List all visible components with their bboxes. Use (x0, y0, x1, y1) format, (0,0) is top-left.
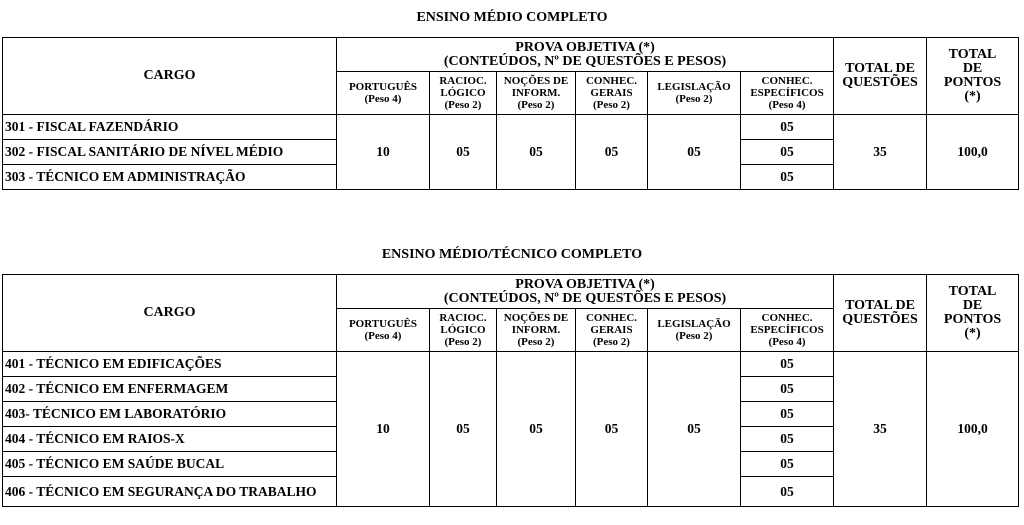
cargo-name: 302 - FISCAL SANITÁRIO DE NÍVEL MÉDIO (3, 140, 337, 165)
cargo-name: 404 - TÉCNICO EM RAIOS-X (3, 427, 337, 452)
value-total-pontos: 100,0 (927, 115, 1019, 190)
cargo-table (2, 37, 1019, 190)
header-raciocinio: RACIOC. LÓGICO (Peso 2) (430, 309, 497, 352)
value-especificos: 05 (741, 402, 834, 427)
value-gerais: 05 (576, 115, 648, 190)
header-legislacao: LEGISLAÇÃO (Peso 2) (648, 309, 741, 352)
section-ensino-medio-tecnico (0, 247, 1024, 499)
value-gerais: 05 (576, 352, 648, 507)
value-portugues: 10 (337, 352, 430, 507)
header-total-questoes: TOTAL DE QUESTÕES (834, 38, 927, 115)
section-ensino-medio (0, 10, 1024, 184)
value-raciocinio: 05 (430, 115, 497, 190)
cargo-name: 301 - FISCAL FAZENDÁRIO (3, 115, 337, 140)
value-especificos: 05 (741, 115, 834, 140)
header-especificos: CONHEC. ESPECÍFICOS (Peso 4) (741, 72, 834, 115)
value-total-questoes: 35 (834, 115, 927, 190)
value-raciocinio: 05 (430, 352, 497, 507)
value-informatica: 05 (497, 115, 576, 190)
header-gerais: CONHEC. GERAIS (Peso 2) (576, 72, 648, 115)
value-portugues: 10 (337, 115, 430, 190)
header-gerais: CONHEC. GERAIS (Peso 2) (576, 309, 648, 352)
section-title: ENSINO MÉDIO COMPLETO (416, 10, 608, 25)
cargo-name: 401 - TÉCNICO EM EDIFICAÇÕES (3, 352, 337, 377)
section-title: ENSINO MÉDIO/TÉCNICO COMPLETO (381, 247, 643, 262)
table-row (3, 115, 1019, 140)
value-total-questoes: 35 (834, 352, 927, 507)
cargo-name: 406 - TÉCNICO EM SEGURANÇA DO TRABALHO (3, 477, 337, 507)
value-especificos: 05 (741, 165, 834, 190)
header-cargo: CARGO (3, 38, 337, 115)
header-total-pontos: TOTAL DE PONTOS (*) (927, 38, 1019, 115)
header-legislacao: LEGISLAÇÃO (Peso 2) (648, 72, 741, 115)
header-total-pontos: TOTAL DE PONTOS (*) (927, 275, 1019, 352)
header-portugues: PORTUGUÊS (Peso 4) (337, 309, 430, 352)
header-informatica: NOÇÕES DE INFORM. (Peso 2) (497, 309, 576, 352)
header-cargo: CARGO (3, 275, 337, 352)
header-prova-objetiva: PROVA OBJETIVA (*) (CONTEÚDOS, Nº DE QUESTÕES E PESOS) (337, 275, 834, 309)
value-especificos: 05 (741, 377, 834, 402)
value-legislacao: 05 (648, 352, 741, 507)
header-prova-objetiva: PROVA OBJETIVA (*) (CONTEÚDOS, Nº DE QUESTÕES E PESOS) (337, 38, 834, 72)
cargo-table (2, 274, 1019, 507)
value-especificos: 05 (741, 452, 834, 477)
table-row (3, 352, 1019, 377)
cargo-name: 303 - TÉCNICO EM ADMINISTRAÇÃO (3, 165, 337, 190)
header-informatica: NOÇÕES DE INFORM. (Peso 2) (497, 72, 576, 115)
value-legislacao: 05 (648, 115, 741, 190)
header-especificos: CONHEC. ESPECÍFICOS (Peso 4) (741, 309, 834, 352)
value-especificos: 05 (741, 477, 834, 507)
header-raciocinio: RACIOC. LÓGICO (Peso 2) (430, 72, 497, 115)
header-total-questoes: TOTAL DE QUESTÕES (834, 275, 927, 352)
header-portugues: PORTUGUÊS (Peso 4) (337, 72, 430, 115)
cargo-name: 402 - TÉCNICO EM ENFERMAGEM (3, 377, 337, 402)
cargo-name: 403- TÉCNICO EM LABORATÓRIO (3, 402, 337, 427)
value-especificos: 05 (741, 427, 834, 452)
value-especificos: 05 (741, 140, 834, 165)
value-informatica: 05 (497, 352, 576, 507)
value-total-pontos: 100,0 (927, 352, 1019, 507)
value-especificos: 05 (741, 352, 834, 377)
cargo-name: 405 - TÉCNICO EM SAÚDE BUCAL (3, 452, 337, 477)
